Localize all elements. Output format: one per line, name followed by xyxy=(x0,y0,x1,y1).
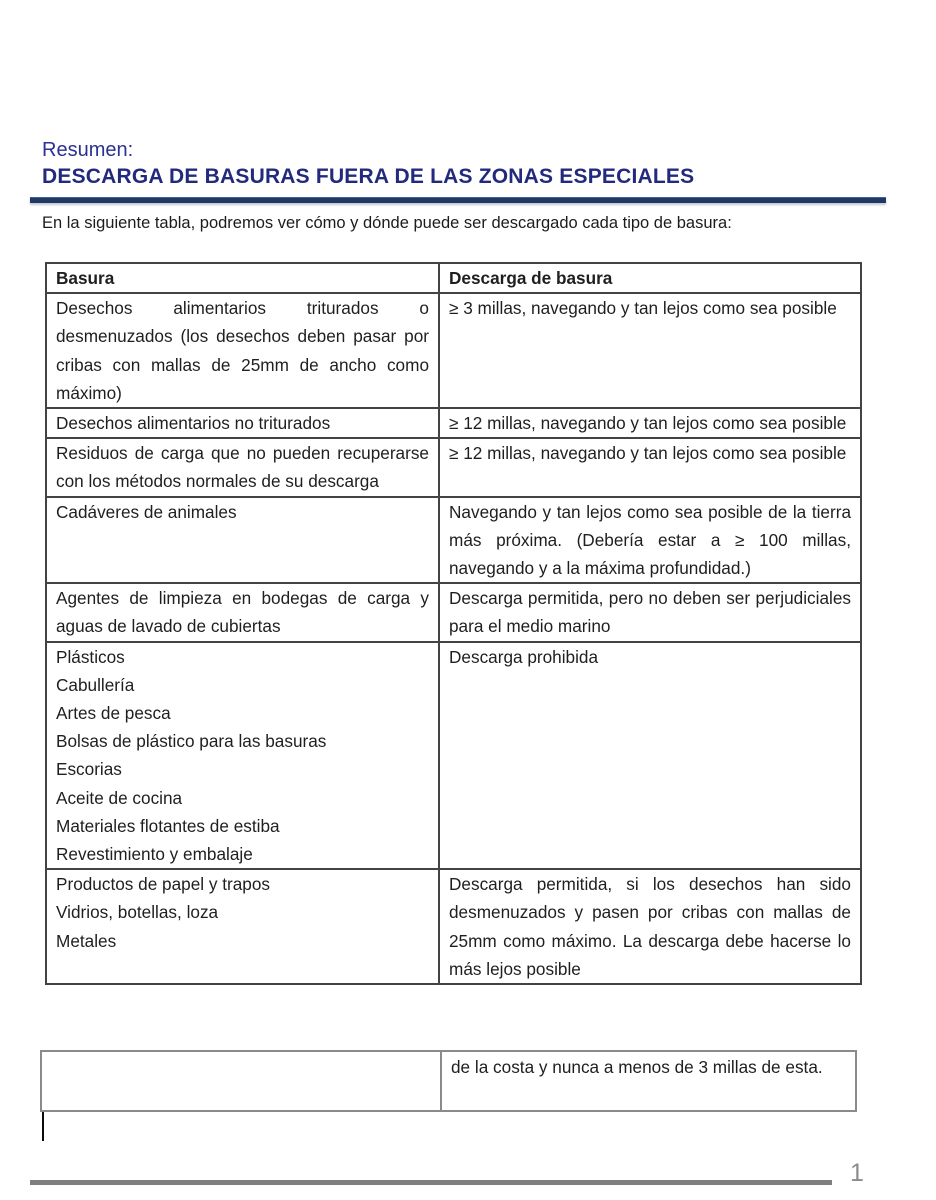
cell-line: Bolsas de plástico para las basuras xyxy=(56,731,327,752)
table-cell-basura xyxy=(46,642,439,870)
cell-line: Descarga permitida, si los desechos han sido desmenuzados y pasen por cribas con mallas de 25mm como máximo. La descarga debe hacerse lo más lejos posible xyxy=(449,874,851,979)
table-row xyxy=(46,497,861,584)
table-row xyxy=(46,293,861,408)
garbage-discharge-table xyxy=(45,262,862,985)
cell-line: Vidrios, botellas, loza xyxy=(56,902,219,923)
cell-line: Artes de pesca xyxy=(56,703,171,724)
cell-line: Descarga permitida, pero no deben ser perjudiciales para el medio marino xyxy=(449,588,851,637)
intro-text: En la siguiente tabla, podremos ver cómo y dónde puede ser descargado cada tipo de basura: xyxy=(42,214,732,232)
cell-line: Agentes de limpieza en bodegas de carga y aguas de lavado de cubiertas xyxy=(56,588,429,637)
document-title: DESCARGA DE BASURAS FUERA DE LAS ZONAS ESPECIALES xyxy=(42,165,695,188)
cell-line: Revestimiento y embalaje xyxy=(56,844,253,865)
table-cell-descarga xyxy=(439,408,861,438)
cell-line: Desechos alimentarios no triturados xyxy=(56,413,331,434)
table-row xyxy=(46,408,861,438)
cell-line: Residuos de carga que no pueden recuperarse con los métodos normales de su descarga xyxy=(56,443,429,492)
column-header-basura: Basura xyxy=(46,263,439,293)
table-row xyxy=(46,642,861,870)
table-row xyxy=(46,869,861,984)
cell-line: Cabullería xyxy=(56,674,135,695)
table-cell-basura xyxy=(46,438,439,496)
resumen-label: Resumen: xyxy=(42,139,134,161)
cell-line: Plásticos xyxy=(56,646,125,667)
table-cell-basura xyxy=(46,293,439,408)
table-cell-descarga xyxy=(439,583,861,641)
table-cell-basura xyxy=(46,408,439,438)
table-cell-basura xyxy=(46,869,439,984)
title-divider-rule xyxy=(30,197,886,203)
footer-rule xyxy=(30,1180,832,1185)
table-cell-descarga-continuation: de la costa y nunca a menos de 3 millas de esta. xyxy=(441,1051,856,1111)
table-body xyxy=(46,293,861,984)
cell-line: Metales xyxy=(56,930,117,951)
cell-line: Materiales flotantes de estiba xyxy=(56,815,280,836)
table-cell-basura xyxy=(46,497,439,584)
table-header-row xyxy=(46,263,861,293)
table-cell-descarga xyxy=(439,497,861,584)
table-cell-descarga xyxy=(439,293,861,408)
table-cell-empty xyxy=(41,1051,441,1111)
text-cursor xyxy=(42,1112,44,1141)
table-cell-descarga xyxy=(439,869,861,984)
cell-line: ≥ 3 millas, navegando y tan lejos como sea posible xyxy=(449,298,837,319)
cell-line: ≥ 12 millas, navegando y tan lejos como sea posible xyxy=(449,443,847,464)
table-cell-descarga xyxy=(439,642,861,870)
column-header-descarga: Descarga de basura xyxy=(439,263,861,293)
table-row xyxy=(46,438,861,496)
page-number: 1 xyxy=(850,1159,864,1187)
cell-line: Cadáveres de animales xyxy=(56,501,237,522)
table-cell-descarga xyxy=(439,438,861,496)
table-continuation-fragment xyxy=(40,1050,857,1112)
cell-line: Desechos alimentarios triturados o desmenuzados (los desechos deben pasar por cribas con mallas de 25mm de ancho como máximo) xyxy=(56,298,429,403)
cell-line: Navegando y tan lejos como sea posible de la tierra más próxima. (Debería estar a ≥ 100 millas, navegando y a la máxima profundidad.) xyxy=(449,501,851,579)
cell-line: ≥ 12 millas, navegando y tan lejos como sea posible xyxy=(449,413,847,434)
cell-line: Escorias xyxy=(56,759,122,780)
cell-line: Aceite de cocina xyxy=(56,787,183,808)
table-row xyxy=(41,1051,856,1111)
cell-line: Productos de papel y trapos xyxy=(56,874,271,895)
cell-line: Descarga prohibida xyxy=(449,646,599,667)
table-cell-basura xyxy=(46,583,439,641)
table-row xyxy=(46,583,861,641)
